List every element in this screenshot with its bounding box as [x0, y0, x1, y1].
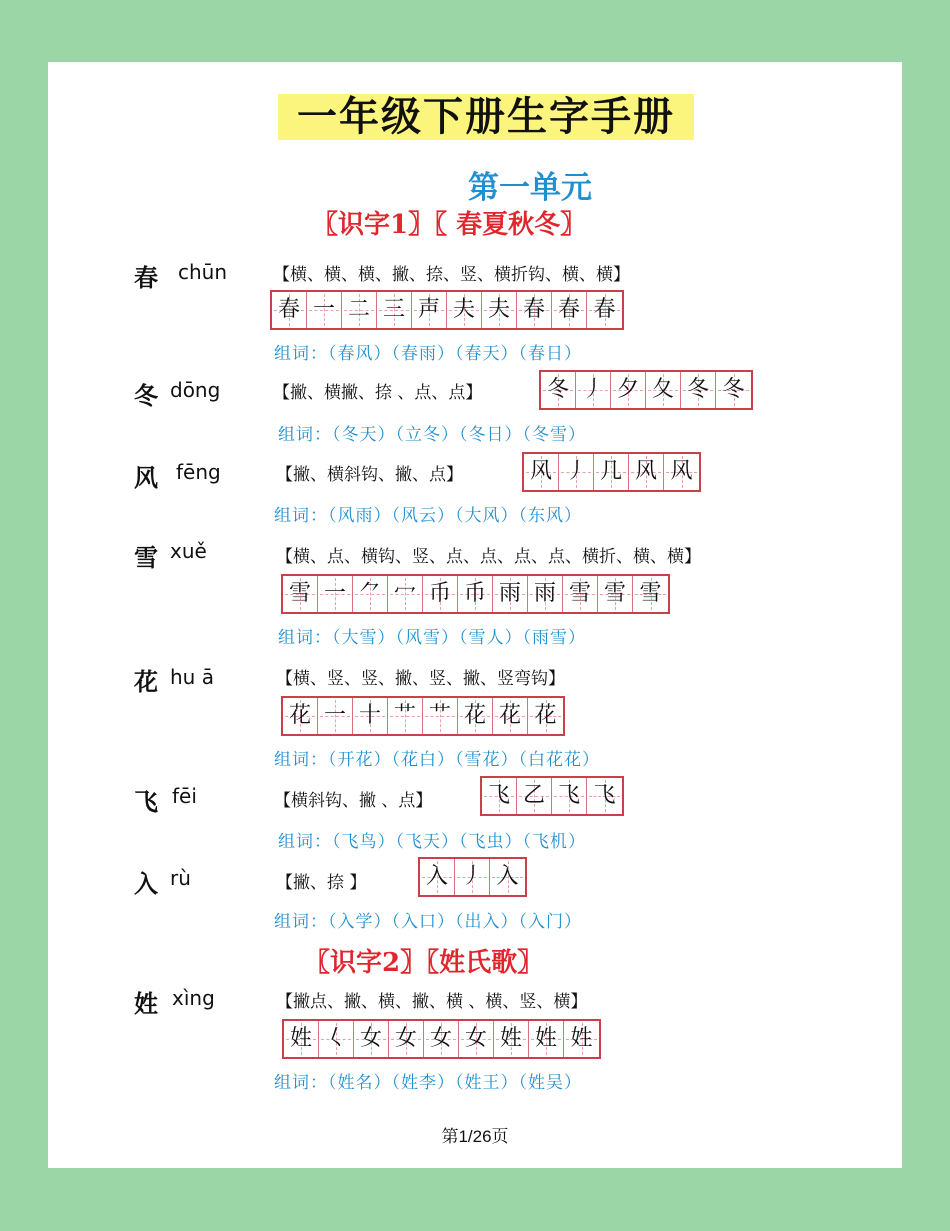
stroke-order-text: 【横、横、横、撇、捺、竖、横折钩、横、横】 [273, 265, 630, 285]
grid-cell: 一 [318, 698, 353, 734]
grid-cell: 丿 [559, 454, 594, 490]
grid-cell: 夫 [482, 292, 517, 328]
stroke-grid [539, 370, 753, 410]
grid-cell: 风 [524, 454, 559, 490]
grid-cell: 姓 [564, 1021, 599, 1057]
entry-character: 风 [134, 463, 158, 492]
grid-cell: 夕 [611, 372, 646, 408]
grid-cell: 艹 [423, 698, 458, 734]
entry-character: 雪 [134, 543, 158, 572]
stroke-grid [418, 857, 527, 897]
word-examples: 组词：（姓名）（姓李）（姓王）（姓吴） [274, 1073, 582, 1093]
grid-cell: 花 [528, 698, 563, 734]
stroke-order-text: 【撇、横撇、捺 、点、点】 [273, 383, 483, 403]
word-examples: 组词：（开花）（花白）（雪花）（白花花） [274, 750, 600, 770]
stroke-grid [281, 574, 670, 614]
lesson-heading-2: 〖识字2〗〖姓氏歌〗 [304, 948, 544, 978]
grid-cell: ⺈ [353, 576, 388, 612]
entry-character: 春 [134, 263, 158, 292]
stroke-order-text: 【横斜钩、撇 、点】 [274, 791, 433, 811]
grid-cell: 姓 [529, 1021, 564, 1057]
grid-cell: 币 [458, 576, 493, 612]
unit-heading: 第一单元 [468, 170, 592, 206]
grid-cell: 飞 [482, 778, 517, 814]
word-examples: 组词：（大雪）（风雪）（雪人）（雨雪） [278, 628, 586, 648]
grid-cell: 冖 [388, 576, 423, 612]
entry-character: 花 [134, 667, 158, 696]
entry-character: 入 [134, 869, 158, 898]
grid-cell: 入 [420, 859, 455, 895]
grid-cell: 雪 [598, 576, 633, 612]
grid-cell: 三 [377, 292, 412, 328]
grid-cell: 入 [490, 859, 525, 895]
grid-cell: 声 [412, 292, 447, 328]
grid-cell: 一 [307, 292, 342, 328]
grid-cell: 几 [594, 454, 629, 490]
grid-cell: 十 [353, 698, 388, 734]
grid-cell: 花 [283, 698, 318, 734]
entry-pinyin: xìng [172, 986, 215, 1010]
grid-cell: 雨 [493, 576, 528, 612]
stroke-order-text: 【撇点、撇、横、撇、横 、横、竖、横】 [276, 992, 588, 1012]
grid-cell: 春 [552, 292, 587, 328]
grid-cell: 女 [389, 1021, 424, 1057]
entry-character: 冬 [134, 381, 158, 410]
entry-pinyin: fēi [172, 784, 197, 808]
grid-cell: 春 [517, 292, 552, 328]
grid-cell: 雨 [528, 576, 563, 612]
stroke-grid [522, 452, 701, 492]
grid-cell: 女 [354, 1021, 389, 1057]
entry-character: 飞 [134, 787, 158, 816]
grid-cell: 雪 [633, 576, 668, 612]
stroke-grid [270, 290, 624, 330]
grid-cell: 币 [423, 576, 458, 612]
stroke-grid [480, 776, 624, 816]
grid-cell: 艹 [388, 698, 423, 734]
grid-cell: 风 [664, 454, 699, 490]
grid-cell: 风 [629, 454, 664, 490]
handbook-page [48, 62, 902, 1168]
grid-cell: 女 [424, 1021, 459, 1057]
stroke-grid [282, 1019, 601, 1059]
stroke-order-text: 【横、竖、竖、撇、竖、撇、竖弯钩】 [276, 669, 565, 689]
grid-cell: 二 [342, 292, 377, 328]
grid-cell: 飞 [552, 778, 587, 814]
grid-cell: 姓 [494, 1021, 529, 1057]
grid-cell: 冬 [541, 372, 576, 408]
word-examples: 组词：（风雨）（风云）（大风）（东风） [274, 506, 582, 526]
entry-pinyin: hu ā [170, 665, 214, 689]
word-examples: 组词：（春风）（春雨）（春天）（春日） [274, 344, 582, 364]
grid-cell: 𡿨 [319, 1021, 354, 1057]
grid-cell: 丿 [576, 372, 611, 408]
grid-cell: 雪 [563, 576, 598, 612]
stroke-order-text: 【横、点、横钩、竖、点、点、点、点、横折、横、横】 [276, 547, 701, 567]
grid-cell: 女 [459, 1021, 494, 1057]
word-examples: 组词：（入学）（入口）（出入）（入门） [274, 912, 582, 932]
entry-pinyin: fēng [176, 460, 221, 484]
grid-cell: 花 [458, 698, 493, 734]
grid-cell: 春 [587, 292, 622, 328]
grid-cell: 丿 [455, 859, 490, 895]
grid-cell: 夂 [646, 372, 681, 408]
lesson-heading-1: 〖识字1〗〖 春夏秋冬〗 [312, 210, 587, 240]
grid-cell: 雪 [283, 576, 318, 612]
grid-cell: 乙 [517, 778, 552, 814]
entry-pinyin: chūn [178, 260, 228, 284]
word-examples: 组词：（飞鸟）（飞天）（飞虫）（飞机） [278, 832, 586, 852]
grid-cell: 花 [493, 698, 528, 734]
grid-cell: 冬 [681, 372, 716, 408]
page-number: 第1/26页 [441, 1127, 509, 1146]
entry-pinyin: xuě [170, 539, 207, 563]
grid-cell: 飞 [587, 778, 622, 814]
word-examples: 组词：（冬天）（立冬）（冬日）（冬雪） [278, 425, 586, 445]
entry-pinyin: rù [170, 866, 191, 890]
grid-cell: 一 [318, 576, 353, 612]
grid-cell: 春 [272, 292, 307, 328]
grid-cell: 冬 [716, 372, 751, 408]
stroke-order-text: 【撇、捺 】 [276, 873, 367, 893]
stroke-order-text: 【撇、横斜钩、撇、点】 [276, 465, 463, 485]
entry-pinyin: dōng [170, 378, 221, 402]
page-title: 一年级下册生字手册 [278, 94, 694, 140]
grid-cell: 夫 [447, 292, 482, 328]
grid-cell: 姓 [284, 1021, 319, 1057]
stroke-grid [281, 696, 565, 736]
entry-character: 姓 [134, 989, 158, 1018]
